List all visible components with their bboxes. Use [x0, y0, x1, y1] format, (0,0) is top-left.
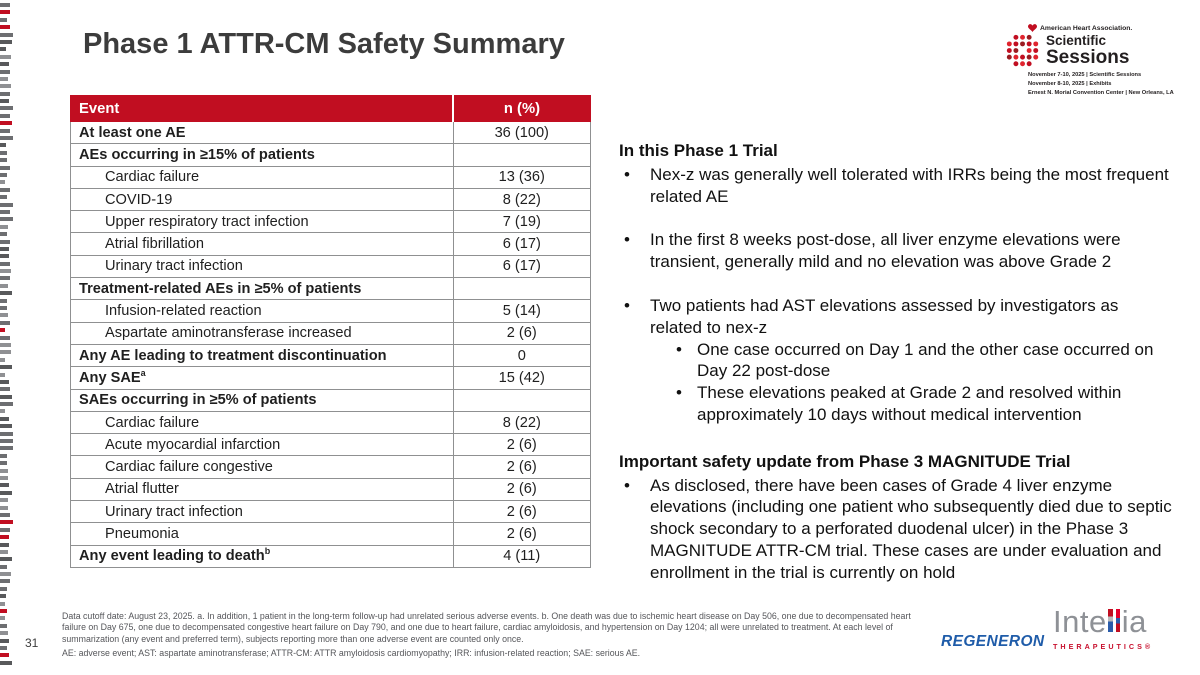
event-cell: COVID-19	[71, 188, 454, 210]
strip-dash	[0, 624, 7, 628]
strip-dash	[0, 646, 7, 650]
strip-dash	[0, 454, 7, 458]
strip-dash	[0, 653, 9, 657]
strip-dash	[0, 417, 9, 421]
bullet-marker: •	[624, 475, 630, 495]
event-cell: Any event leading to death$^b$	[71, 545, 454, 567]
value-cell: 2 (6)	[453, 434, 591, 456]
strip-dash	[0, 513, 10, 517]
strip-dash	[0, 33, 13, 37]
intellia-word-start: Inte	[1053, 604, 1107, 639]
intellia-wordmark	[1053, 604, 1153, 640]
event-cell: Urinary tract infection	[71, 255, 454, 277]
table-row	[71, 478, 591, 500]
value-cell: 6 (17)	[453, 255, 591, 277]
bullet-marker: •	[624, 230, 630, 250]
bullet-marker: •	[676, 383, 682, 403]
value-cell: 0	[453, 344, 591, 366]
value-cell	[453, 144, 591, 166]
value-cell: 15 (42)	[453, 367, 591, 389]
strip-dash	[0, 306, 7, 310]
table-row	[71, 278, 591, 300]
bullet-item	[619, 164, 1175, 208]
strip-dash	[0, 232, 7, 236]
strip-dash	[0, 173, 7, 177]
bullet-item	[619, 295, 1175, 339]
strip-dash	[0, 262, 10, 266]
intellia-bar-icon	[1108, 609, 1113, 632]
table-row	[71, 233, 591, 255]
strip-dash	[0, 158, 7, 162]
strip-dash	[0, 92, 10, 96]
value-cell: 5 (14)	[453, 300, 591, 322]
phase1-heading: In this Phase 1 Trial	[619, 141, 778, 160]
strip-dash	[0, 25, 10, 29]
footnote-text: Data cutoff date: August 23, 2025. a. In addition, 1 patient in the long-term follow-up had unrelated serious adverse events. b. One death was due to ischemic heart disease on Day 506, one due to decompensated heart failure on Day 675, one due to decompensated congestive heart failure on Day 790, and one due to heart failure, cardiac amyloidosis, and hypertension on Day 1204; all were unrelated to treatment. At each level of summarization (any event and preferred term), subjects reporting more than one adverse event are counted only once.	[62, 611, 911, 644]
event-cell: SAEs occurring in ≥5% of patients	[71, 389, 454, 411]
event-cell: Atrial flutter	[71, 478, 454, 500]
sub-bullet-text: One case occurred on Day 1 and the other case occurred on Day 22 post-dose	[697, 339, 1154, 381]
aha-association-name: American Heart Association.	[1040, 24, 1133, 32]
strip-dash	[0, 121, 12, 125]
table-row	[71, 144, 591, 166]
strip-dash	[0, 343, 11, 347]
table-row	[71, 344, 591, 366]
aha-scientific-sessions-logo	[1006, 24, 1184, 97]
table-row	[71, 456, 591, 478]
value-cell: 2 (6)	[453, 501, 591, 523]
strip-dash	[0, 18, 7, 22]
strip-dash	[0, 409, 5, 413]
bullet-text: In the first 8 weeks post-dose, all liver enzyme elevations were transient, generally mild and no elevation was above Grade 2	[650, 230, 1121, 272]
sub-bullet-text: These elevations peaked at Grade 2 and resolved within approximately 10 days without medical intervention	[697, 383, 1122, 424]
strip-dash	[0, 299, 7, 303]
strip-dash	[0, 439, 13, 443]
aha-dot-matrix-icon	[1006, 34, 1040, 68]
strip-dash	[0, 639, 9, 643]
strip-dash	[0, 350, 11, 354]
bullet-marker: •	[624, 164, 630, 184]
bullet-item	[619, 229, 1175, 273]
table-header-n-pct: n (%)	[453, 96, 591, 122]
intellia-word-end: ia	[1121, 604, 1147, 639]
strip-dash	[0, 47, 6, 51]
safety-table-body	[71, 122, 591, 568]
aha-title-sessions: Sessions	[1046, 47, 1130, 69]
aha-mid	[1006, 34, 1184, 68]
page-title: Phase 1 ATTR-CM Safety Summary	[83, 28, 565, 60]
intellia-therapeutics-label: THERAPEUTICS®	[1053, 642, 1154, 651]
table-row	[71, 211, 591, 233]
aha-title-scientific: Scientific	[1046, 33, 1107, 48]
table-row	[71, 411, 591, 433]
bullet-text: As disclosed, there have been cases of Grade 4 liver enzyme elevations (including one patient who subsequently died due to septic shock secondary to a perforated duodenal ulcer) in the Phase 3 MAGNITUDE ATTR-CM trial. These cases are under evaluation and enrollment in the trial is currently on hold	[650, 475, 1172, 582]
sub-bullet-item	[676, 382, 1175, 426]
strip-dash	[0, 77, 8, 81]
strip-dash	[0, 284, 8, 288]
strip-dash	[0, 40, 12, 44]
strip-dash	[0, 291, 12, 295]
strip-dash	[0, 151, 7, 155]
aha-dates	[1028, 71, 1184, 97]
strip-dash	[0, 336, 10, 340]
strip-dash	[0, 195, 7, 199]
strip-dash	[0, 84, 11, 88]
strip-dash	[0, 557, 12, 561]
table-row	[71, 434, 591, 456]
strip-dash	[0, 210, 10, 214]
strip-dash	[0, 254, 9, 258]
value-cell: 7 (19)	[453, 211, 591, 233]
aha-date-line: November 7-10, 2025 | Scientific Sessions	[1028, 72, 1142, 78]
aha-date-line: Ernest N. Morial Convention Center | New Orleans, LA	[1028, 89, 1174, 96]
right-panel	[619, 140, 1175, 584]
value-cell: 2 (6)	[453, 322, 591, 344]
strip-dash	[0, 365, 12, 369]
strip-dash	[0, 180, 5, 184]
strip-dash	[0, 661, 12, 665]
strip-dash	[0, 62, 9, 66]
safety-table	[70, 95, 591, 568]
table-row	[71, 122, 591, 144]
strip-dash	[0, 432, 13, 436]
strip-dash	[0, 380, 9, 384]
event-cell: Cardiac failure	[71, 411, 454, 433]
strip-dash	[0, 469, 8, 473]
table-row	[71, 545, 591, 567]
table-row	[71, 322, 591, 344]
strip-dash	[0, 247, 9, 251]
strip-dash	[0, 587, 7, 591]
strip-dash	[0, 188, 10, 192]
strip-dash	[0, 579, 10, 583]
phase1-bullets	[619, 164, 1175, 426]
value-cell: 8 (22)	[453, 188, 591, 210]
strip-dash	[0, 572, 11, 576]
strip-dash	[0, 328, 5, 332]
strip-dash	[0, 3, 10, 7]
event-cell: Any AE leading to treatment discontinuation	[71, 344, 454, 366]
table-row	[71, 255, 591, 277]
strip-dash	[0, 143, 6, 147]
strip-dash	[0, 535, 9, 539]
strip-dash	[0, 446, 13, 450]
strip-dash	[0, 55, 11, 59]
table-header-event: Event	[71, 96, 454, 122]
bullet-text: Two patients had AST elevations assessed by investigators as related to nex-z	[650, 295, 1119, 337]
value-cell: 6 (17)	[453, 233, 591, 255]
event-cell: Any SAE$^a$	[71, 367, 454, 389]
strip-dash	[0, 217, 13, 221]
strip-dash	[0, 269, 11, 273]
bullet-marker: •	[624, 295, 630, 315]
event-cell: Cardiac failure	[71, 166, 454, 188]
value-cell: 2 (6)	[453, 456, 591, 478]
event-cell: Infusion-related reaction	[71, 300, 454, 322]
strip-dash	[0, 225, 8, 229]
strip-dash	[0, 550, 8, 554]
strip-dash	[0, 10, 10, 14]
strip-dash	[0, 114, 10, 118]
page-number: 31	[25, 636, 39, 650]
value-cell: 8 (22)	[453, 411, 591, 433]
event-cell: At least one AE	[71, 122, 454, 144]
strip-dash	[0, 358, 5, 362]
event-cell: Aspartate aminotransferase increased	[71, 322, 454, 344]
strip-dash	[0, 520, 13, 524]
value-cell: 36 (100)	[453, 122, 591, 144]
strip-dash	[0, 321, 10, 325]
table-header-row	[71, 96, 591, 122]
strip-dash	[0, 483, 9, 487]
value-cell	[453, 278, 591, 300]
aha-date-line: November 8-10, 2025 | Exhibits	[1028, 80, 1112, 87]
bullet-item	[619, 475, 1175, 584]
table-row	[71, 389, 591, 411]
event-cell: Upper respiratory tract infection	[71, 211, 454, 233]
table-row	[71, 300, 591, 322]
table-row	[71, 166, 591, 188]
intellia-logo	[1053, 604, 1153, 651]
event-cell: Urinary tract infection	[71, 501, 454, 523]
magnitude-heading: Important safety update from Phase 3 MAGNITUDE Trial	[619, 451, 1071, 471]
strip-dash	[0, 543, 9, 547]
value-cell: 4 (11)	[453, 545, 591, 567]
abbreviations-text: AE: adverse event; AST: aspartate aminotransferase; ATTR-CM: ATTR amyloidosis cardiomyopathy; IRR: infusion-related reaction; SAE: serious AE.	[62, 648, 641, 659]
bullet-marker: •	[676, 339, 682, 359]
event-cell: Acute myocardial infarction	[71, 434, 454, 456]
table-row	[71, 188, 591, 210]
strip-dash	[0, 506, 8, 510]
value-cell: 2 (6)	[453, 523, 591, 545]
strip-dash	[0, 461, 7, 465]
heart-icon	[1028, 24, 1037, 32]
strip-dash	[0, 402, 13, 406]
strip-dash	[0, 276, 10, 280]
strip-dash	[0, 594, 6, 598]
strip-dash	[0, 528, 10, 532]
value-cell	[453, 389, 591, 411]
value-cell: 2 (6)	[453, 478, 591, 500]
strip-dash	[0, 136, 13, 140]
event-cell: Pneumonia	[71, 523, 454, 545]
strip-dash	[0, 498, 8, 502]
table-row	[71, 501, 591, 523]
aha-association-row	[1028, 24, 1184, 32]
decorative-strip	[0, 0, 16, 675]
strip-dash	[0, 616, 5, 620]
strip-dash	[0, 166, 10, 170]
strip-dash	[0, 476, 8, 480]
strip-dash	[0, 313, 8, 317]
event-cell: Cardiac failure congestive	[71, 456, 454, 478]
event-cell: Treatment-related AEs in ≥5% of patients	[71, 278, 454, 300]
strip-dash	[0, 424, 12, 428]
strip-dash	[0, 240, 10, 244]
bullet-text: Nex-z was generally well tolerated with IRRs being the most frequent related AE	[650, 164, 1169, 206]
strip-dash	[0, 70, 10, 74]
strip-dash	[0, 395, 12, 399]
sub-bullet-item	[676, 339, 1175, 383]
strip-dash	[0, 387, 10, 391]
event-cell: AEs occurring in ≥15% of patients	[71, 144, 454, 166]
table-row	[71, 523, 591, 545]
value-cell: 13 (36)	[453, 166, 591, 188]
strip-dash	[0, 129, 10, 133]
intellia-bar-icon	[1116, 609, 1121, 632]
magnitude-bullets	[619, 475, 1175, 584]
footnotes	[62, 611, 914, 663]
strip-dash	[0, 106, 13, 110]
event-cell: Atrial fibrillation	[71, 233, 454, 255]
strip-dash	[0, 602, 5, 606]
strip-dash	[0, 373, 5, 377]
strip-dash	[0, 565, 7, 569]
strip-dash	[0, 609, 7, 613]
strip-dash	[0, 203, 13, 207]
regeneron-logo: REGENERON	[941, 633, 1045, 650]
aha-title	[1046, 34, 1129, 67]
strip-dash	[0, 631, 8, 635]
table-row	[71, 367, 591, 389]
strip-dash	[0, 491, 12, 495]
strip-dash	[0, 99, 9, 103]
